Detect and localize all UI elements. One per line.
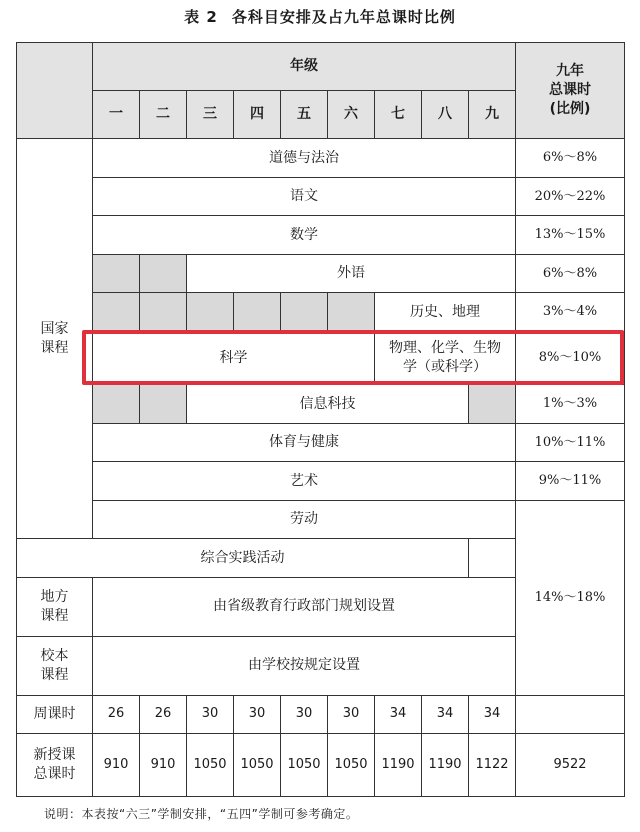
local-curriculum-label: 地方 课程 [17,577,93,636]
new-hours-grade-4: 1050 [234,734,281,797]
grade-4-header: 四 [234,90,281,139]
school-curriculum-label: 校本 课程 [17,636,93,695]
grade-3-header: 三 [187,90,234,139]
new-hours-grade-7: 1190 [375,734,422,797]
shaded-cell [328,293,375,332]
shaded-cell [187,293,234,332]
grade-1-header: 一 [93,90,140,139]
row-history-geography [17,293,625,332]
ratio-pe-health: 10%～11% [516,423,625,462]
shaded-cell [140,385,187,424]
new-hours-grade-3: 1050 [187,734,234,797]
row-chinese [17,177,625,216]
row-information-technology [17,385,625,424]
row-art [17,462,625,501]
caption-number: 表 2 [184,8,218,26]
ratio-history-geography: 3%～4% [516,293,625,332]
subject-science-upper: 物理、化学、生物 学（或科学） [375,331,516,385]
row-labor [17,500,625,539]
subject-school: 由学校按规定设置 [93,636,516,695]
shaded-cell [140,254,187,293]
new-hours-grade-5: 1050 [281,734,328,797]
ratio-math: 13%～15% [516,216,625,255]
national-curriculum-label: 国家 课程 [17,139,93,539]
new-hours-grade-2: 910 [140,734,187,797]
subject-labor: 劳动 [93,500,516,539]
weekly-hours-grade-3: 30 [187,695,234,734]
table-caption [0,6,640,27]
ratio-information-technology: 1%～3% [516,385,625,424]
new-hours-grade-6: 1050 [328,734,375,797]
shaded-cell [93,293,140,332]
grade-6-header: 六 [328,90,375,139]
header-row-1 [17,43,625,91]
new-hours-grade-1: 910 [93,734,140,797]
shaded-cell [140,293,187,332]
shaded-cell [469,385,516,424]
weekly-hours-label: 周课时 [17,695,93,734]
subject-local: 由省级教育行政部门规划设置 [93,577,516,636]
shaded-cell [281,293,328,332]
weekly-hours-grade-1: 26 [93,695,140,734]
new-hours-grade-8: 1190 [422,734,469,797]
ratio-morality: 6%～8% [516,139,625,178]
grade-9-header: 九 [469,90,516,139]
ratio-science: 8%～10% [516,331,625,385]
new-hours-label: 新授课 总课时 [17,734,93,797]
weekly-hours-grade-7: 34 [375,695,422,734]
weekly-hours-grade-5: 30 [281,695,328,734]
row-science [17,331,625,385]
subject-morality: 道德与法治 [93,139,516,178]
weekly-hours-total-empty [516,695,625,734]
grade-8-header: 八 [422,90,469,139]
subject-foreign-language: 外语 [187,254,516,293]
row-morality [17,139,625,178]
ratio-chinese: 20%～22% [516,177,625,216]
subject-information-technology: 信息科技 [187,385,469,424]
table-note: 说明：本表按“六三”学制安排，“五四”学制可参考确定。 [44,807,359,821]
subject-pe-health: 体育与健康 [93,423,516,462]
weekly-hours-grade-2: 26 [140,695,187,734]
row-math [17,216,625,255]
ratio-foreign-language: 6%～8% [516,254,625,293]
weekly-hours-grade-6: 30 [328,695,375,734]
shaded-cell [93,385,140,424]
shaded-cell [93,254,140,293]
subject-comprehensive-practice: 综合实践活动 [17,539,469,578]
header-corner [17,43,93,139]
total-hours-header: 九年 总课时 (比例) [516,43,625,139]
row-new-teaching-hours [17,734,625,797]
subject-math: 数学 [93,216,516,255]
new-hours-grade-9: 1122 [469,734,516,797]
weekly-hours-grade-9: 34 [469,695,516,734]
row-pe-health [17,423,625,462]
ratio-shared: 14%～18% [516,500,625,695]
shaded-cell [234,293,281,332]
new-hours-total: 9522 [516,734,625,797]
ratio-art: 9%～11% [516,462,625,501]
grade-7-header: 七 [375,90,422,139]
subject-science-primary: 科学 [93,331,375,385]
row-weekly-hours [17,695,625,734]
subject-art: 艺术 [93,462,516,501]
row-foreign-language [17,254,625,293]
curriculum-table [16,42,625,797]
subject-chinese: 语文 [93,177,516,216]
grade-5-header: 五 [281,90,328,139]
caption-text: 各科目安排及占九年总课时比例 [231,8,456,26]
grade-2-header: 二 [140,90,187,139]
weekly-hours-grade-4: 30 [234,695,281,734]
subject-history-geography: 历史、地理 [375,293,516,332]
weekly-hours-grade-8: 34 [422,695,469,734]
grade-group-header: 年级 [93,43,516,91]
